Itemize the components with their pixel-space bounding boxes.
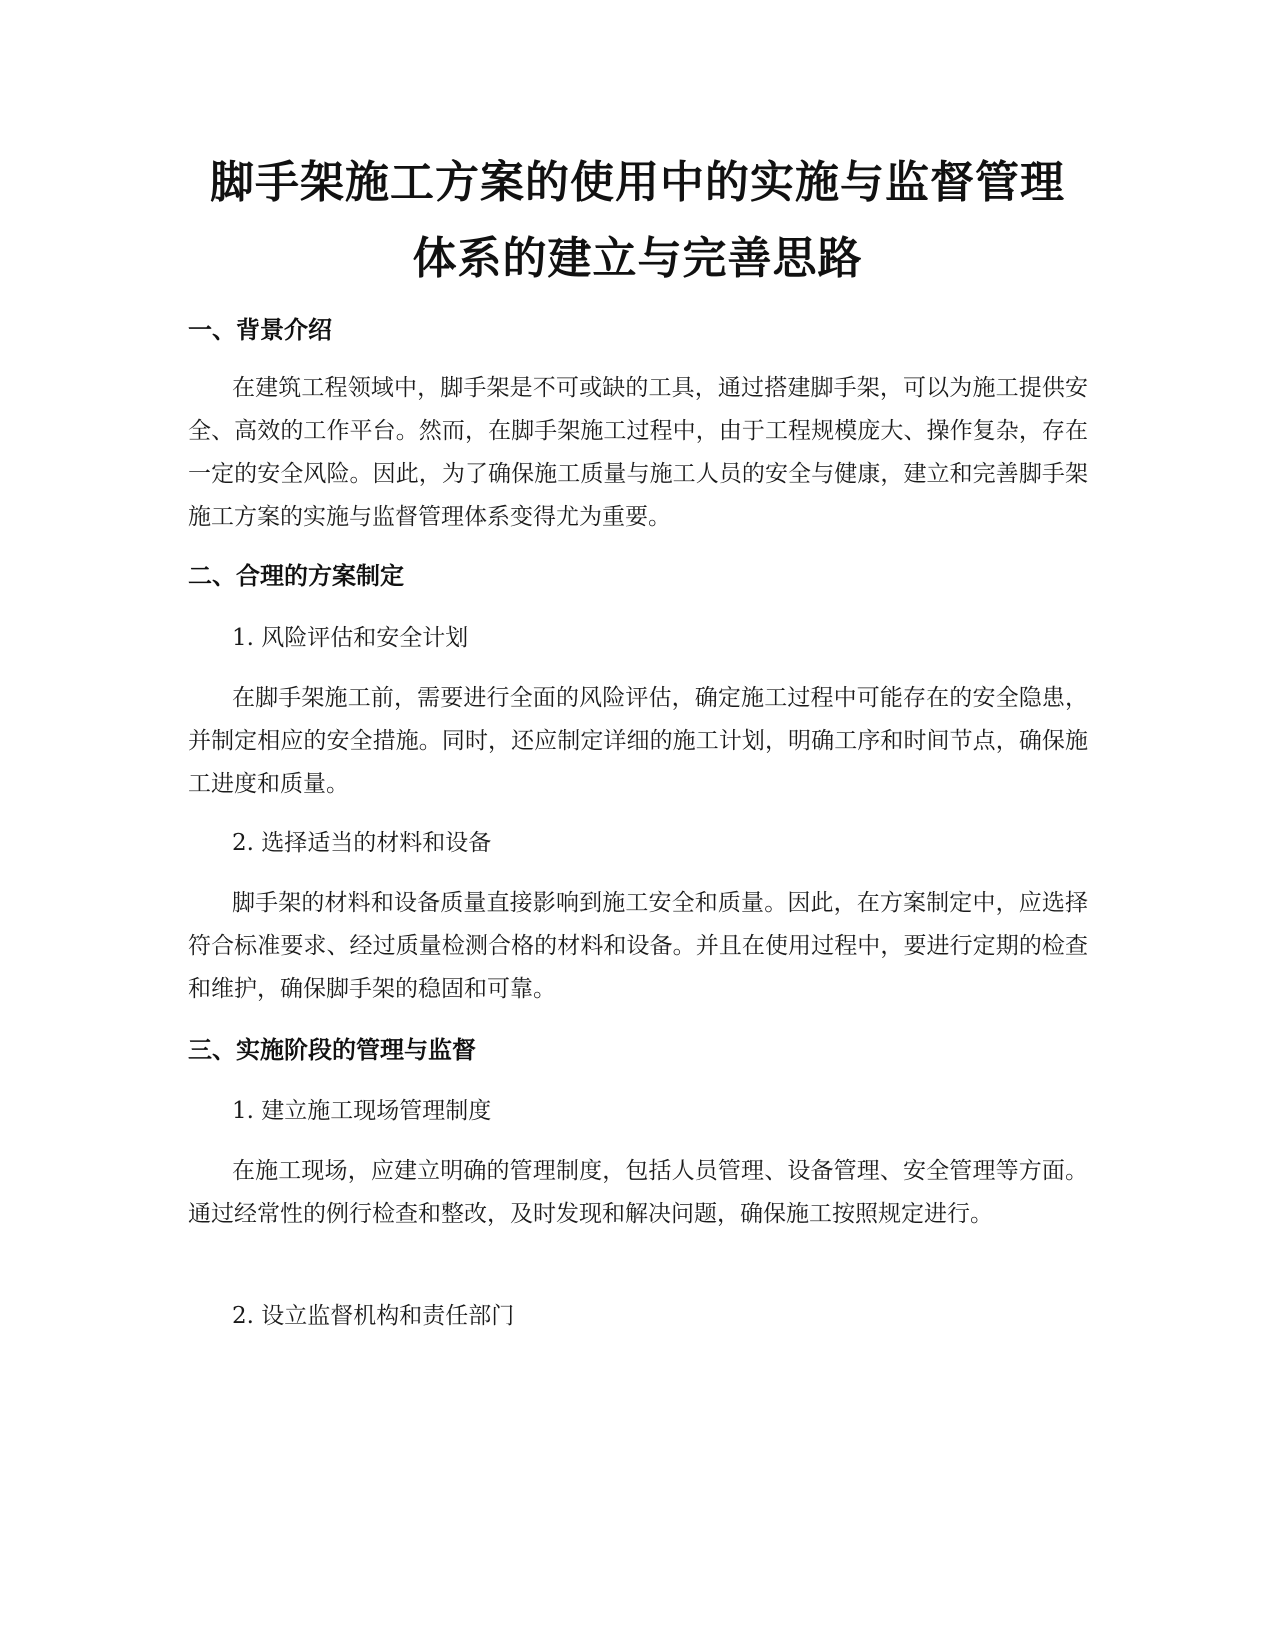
paragraph-background: 在建筑工程领域中，脚手架是不可或缺的工具，通过搭建脚手架，可以为施工提供安全、高效的工作平台。然而，在脚手架施工过程中，由于工程规模庞大、操作复杂，存在一定的安全风险。因此，为了确保施工质量与施工人员的安全与健康，建立和完善脚手架施工方案的实施与监督管理体系变得尤为重要。 (188, 375, 1088, 530)
paragraph-materials: 脚手架的材料和设备质量直接影响到施工安全和质量。因此，在方案制定中，应选择符合标准要求、经过质量检测合格的材料和设备。并且在使用过程中，要进行定期的检查和维护，确保脚手架的稳固和可靠。 (188, 890, 1088, 1002)
title-line-1: 脚手架施工方案的使用中的实施与监督管理 (210, 157, 1065, 208)
section-heading-implementation: 三、实施阶段的管理与监督 (188, 1036, 476, 1064)
document-title (160, 145, 1115, 297)
section-heading-plan: 二、合理的方案制定 (188, 562, 404, 590)
subheading-supervision: 2. 设立监督机构和责任部门 (232, 1303, 515, 1329)
paragraph-site-management: 在施工现场，应建立明确的管理制度，包括人员管理、设备管理、安全管理等方面。通过经常性的例行检查和整改，及时发现和解决问题，确保施工按照规定进行。 (188, 1158, 1088, 1227)
subheading-risk-assessment: 1. 风险评估和安全计划 (232, 625, 469, 651)
subheading-materials: 2. 选择适当的材料和设备 (232, 830, 492, 856)
subheading-site-management: 1. 建立施工现场管理制度 (232, 1098, 492, 1124)
title-line-2: 体系的建立与完善思路 (412, 233, 863, 284)
paragraph-risk-assessment: 在脚手架施工前，需要进行全面的风险评估，确定施工过程中可能存在的安全隐患，并制定相应的安全措施。同时，还应制定详细的施工计划，明确工序和时间节点，确保施工进度和质量。 (188, 685, 1088, 797)
section-heading-background: 一、背景介绍 (188, 316, 332, 344)
